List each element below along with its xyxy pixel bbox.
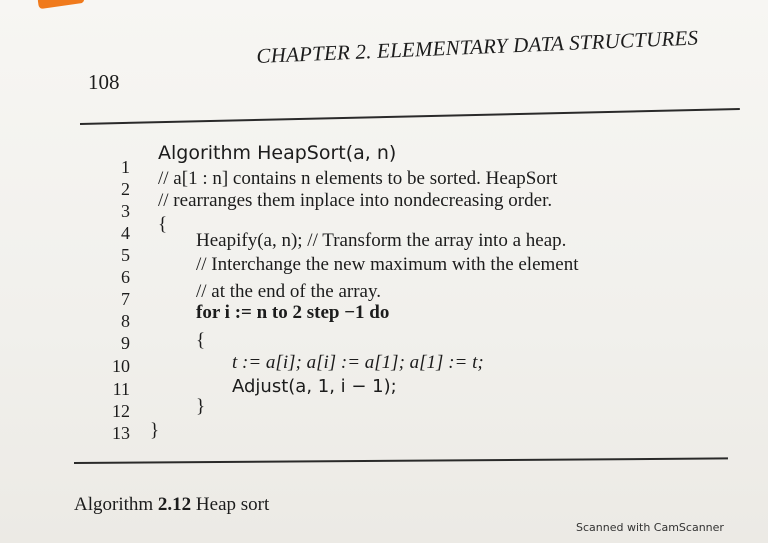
line-number: 4 [121, 223, 130, 243]
code-line: { [158, 214, 168, 235]
code-line: } [150, 420, 160, 441]
line-number: 11 [112, 379, 130, 399]
code-line: } [196, 396, 206, 417]
code-line: t := a[i]; a[i] := a[1]; a[1] := t; [232, 352, 484, 373]
line-number: 9 [121, 333, 130, 353]
line-number: 13 [112, 423, 130, 443]
caption-prefix: Algorithm [74, 494, 154, 515]
line-number: 7 [121, 289, 130, 309]
page-number: 108 [88, 70, 120, 94]
line-number: 5 [121, 245, 130, 265]
figure-caption [74, 494, 269, 516]
code-line: Heapify(a, n); // Transform the array into a heap. [196, 230, 567, 251]
code-line: // rearranges them inplace into nondecreasing order. [158, 190, 553, 211]
line-number: 2 [121, 179, 130, 199]
code-line: for i := n to 2 step −1 do [196, 302, 390, 323]
line-number: 12 [112, 401, 130, 421]
caption-title: Heap sort [195, 494, 270, 515]
chapter-header: CHAPTER 2. ELEMENTARY DATA STRUCTURES [256, 25, 699, 68]
line-number: 3 [121, 201, 130, 221]
caption-number: 2.12 [157, 494, 192, 515]
code-line: // at the end of the array. [196, 281, 381, 302]
code-line: // a[1 : n] contains n elements to be sorted. HeapSort [158, 168, 558, 189]
line-number: 8 [121, 311, 130, 331]
scanner-watermark: Scanned with CamScanner [576, 521, 724, 534]
line-number: 6 [121, 267, 130, 287]
code-line: { [196, 330, 206, 351]
code-line: Adjust(a, 1, i − 1); [232, 376, 397, 397]
line-number: 1 [121, 157, 130, 177]
line-number: 10 [112, 356, 130, 376]
code-line: // Interchange the new maximum with the element [196, 254, 579, 275]
code-line: Algorithm HeapSort(a, n) [158, 142, 397, 164]
